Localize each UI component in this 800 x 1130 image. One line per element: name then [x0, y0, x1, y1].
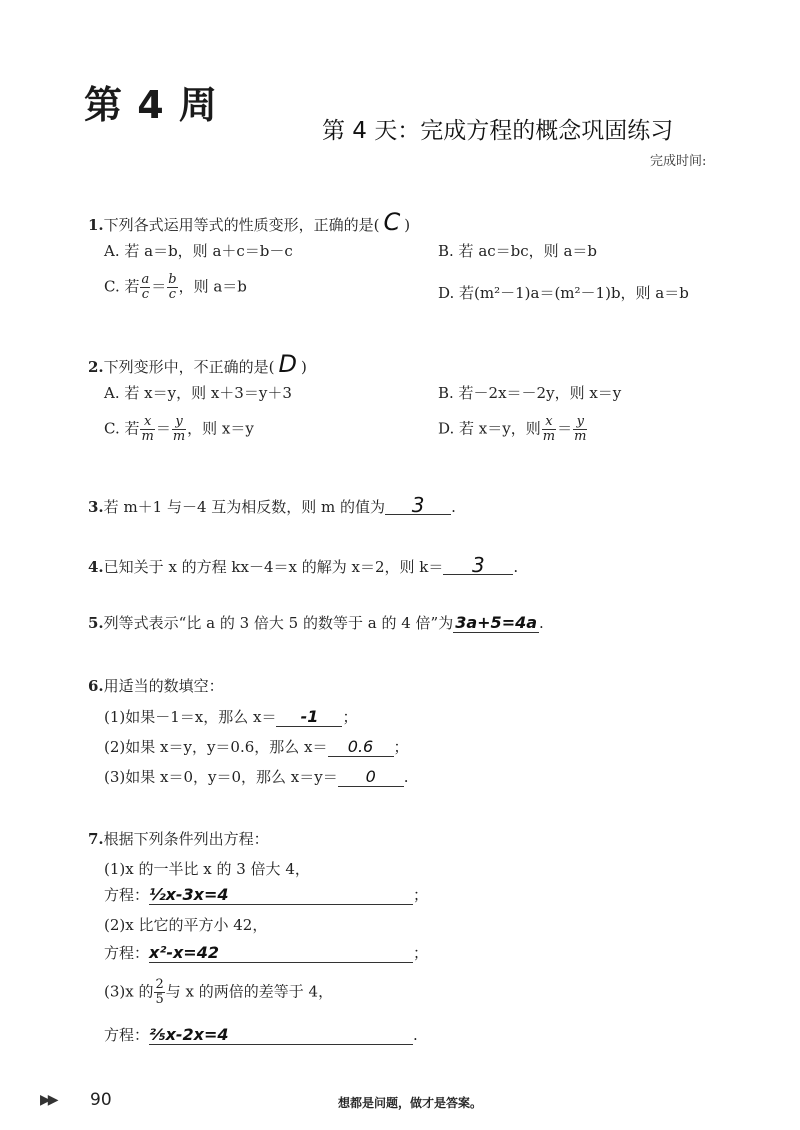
fraction	[140, 273, 150, 302]
equation-label: 方程：	[104, 944, 150, 962]
part-text: (3)如果 x＝0，y＝0，那么 x＝y＝	[104, 768, 338, 786]
question-text: 下列变形中，不正确的是(	[103, 358, 275, 376]
question-number: 1.	[88, 216, 104, 234]
part-text: (2)如果 x＝y，y＝0.6，那么 x＝	[104, 738, 328, 756]
question-1-stem	[88, 208, 410, 236]
part-end: ；	[413, 886, 429, 904]
week-title: 第 4 周	[84, 83, 218, 127]
denominator: m	[574, 429, 587, 444]
question-number: 7.	[88, 830, 104, 848]
option-text: ，则 x＝y	[187, 419, 254, 438]
close-paren: )	[404, 216, 411, 234]
question-number: 6.	[88, 677, 104, 695]
completion-time-label: 完成时间:	[650, 154, 707, 169]
answer-blank[interactable]: 0	[338, 768, 404, 787]
close-paren: )	[301, 358, 307, 376]
double-arrow-icon: ▶▶	[40, 1092, 56, 1108]
question-text: 若 m＋1 与－4 互为相反数，则 m 的值为	[103, 498, 386, 516]
part-end: ；	[342, 708, 358, 726]
equation-answer[interactable]: ½x-3x=4	[149, 886, 413, 905]
option-b: B. 若 ac＝bc，则 a＝b	[438, 242, 597, 260]
footer-slogan: 想都是问题，做才是答案。	[338, 1096, 483, 1110]
fraction	[167, 273, 177, 302]
denominator: c	[168, 287, 177, 302]
question-text: 已知关于 x 的方程 kx－4＝x 的解为 x＝2，则 k＝	[103, 558, 444, 576]
question-text: 根据下列条件列出方程：	[103, 830, 269, 848]
equals: ＝	[557, 419, 573, 438]
question-2-stem	[88, 350, 307, 378]
part-end: .	[403, 768, 409, 786]
question-number: 2.	[88, 358, 104, 376]
option-text: C. 若	[104, 419, 140, 438]
handwritten-answer: C	[383, 208, 401, 236]
question-text: 列等式表示“比 a 的 3 倍大 5 的数等于 a 的 4 倍”为	[103, 614, 454, 632]
numerator: x	[140, 415, 154, 430]
option-b: B. 若－2x＝－2y，则 x＝y	[438, 384, 622, 402]
denominator: m	[172, 429, 186, 444]
answer-blank[interactable]: 3	[443, 556, 513, 575]
numerator: y	[172, 415, 186, 430]
part-text: (1)如果－1＝x，那么 x＝	[104, 708, 277, 726]
period: .	[451, 498, 456, 516]
question-6-stem	[88, 675, 224, 696]
denominator: m	[141, 429, 154, 444]
option-text: ，则 a＝b	[178, 277, 247, 296]
answer-blank[interactable]: 3	[385, 496, 451, 515]
page-number: 90	[90, 1090, 112, 1110]
numerator: b	[168, 272, 177, 287]
numerator: x	[542, 415, 556, 430]
question-7-equation-3	[104, 1024, 418, 1045]
option-c	[104, 273, 247, 302]
question-7-equation-1	[104, 884, 428, 905]
numerator: y	[573, 415, 587, 430]
equals: ＝	[151, 277, 167, 296]
part-end: .	[413, 1026, 418, 1044]
part-end: ；	[393, 738, 409, 756]
answer-blank[interactable]: -1	[276, 708, 342, 727]
fraction	[154, 978, 164, 1007]
question-7-equation-2	[104, 942, 428, 963]
answer-blank[interactable]: 0.6	[328, 738, 394, 757]
part-end: ；	[413, 944, 429, 962]
question-7-stem	[88, 828, 269, 849]
numerator: a	[141, 272, 150, 287]
denominator: 5	[155, 992, 164, 1007]
part-text: (3)x 的	[104, 982, 154, 1001]
day-title: 第 4 天：完成方程的概念巩固练习	[322, 118, 674, 144]
question-5	[88, 612, 544, 633]
question-number: 4.	[88, 558, 104, 576]
question-7-part-1: (1)x 的一半比 x 的 3 倍大 4，	[104, 860, 310, 878]
fraction	[542, 415, 556, 444]
question-text: 下列各式运用等式的性质变形，正确的是(	[103, 216, 380, 234]
handwritten-answer: D	[278, 350, 298, 378]
question-3	[88, 493, 456, 517]
period: .	[513, 558, 519, 576]
option-a: A. 若 x＝y，则 x＋3＝y＋3	[104, 384, 292, 402]
question-6-part-1	[104, 706, 358, 727]
question-text: 用适当的数填空：	[103, 677, 224, 695]
question-number: 3.	[88, 498, 104, 516]
option-d	[438, 415, 588, 444]
question-7-part-2: (2)x 比它的平方小 42，	[104, 916, 268, 934]
question-number: 5.	[88, 614, 104, 632]
fraction	[140, 415, 154, 444]
fraction	[172, 415, 186, 444]
option-d: D. 若(m²－1)a＝(m²－1)b，则 a＝b	[438, 284, 689, 302]
option-a: A. 若 a＝b，则 a＋c＝b－c	[104, 242, 293, 260]
denominator: c	[141, 287, 149, 302]
answer-blank[interactable]: 3a+5=4a	[455, 613, 538, 632]
equation-label: 方程：	[104, 886, 150, 904]
denominator: m	[542, 429, 556, 444]
fraction	[573, 415, 587, 444]
equation-answer[interactable]: x²-x=42	[149, 944, 413, 963]
equation-label: 方程：	[104, 1026, 150, 1044]
period: .	[539, 614, 544, 632]
question-7-part-3	[104, 978, 333, 1007]
numerator: 2	[155, 977, 164, 992]
question-6-part-3	[104, 766, 409, 787]
option-text: C. 若	[104, 277, 140, 296]
part-text: 与 x 的两倍的差等于 4，	[165, 982, 334, 1001]
equals: ＝	[155, 419, 171, 438]
option-c	[104, 415, 254, 444]
question-6-part-2	[104, 736, 409, 757]
question-4	[88, 553, 519, 577]
option-text: D. 若 x＝y，则	[438, 419, 541, 438]
equation-answer[interactable]: ⅖x-2x=4	[149, 1026, 413, 1045]
